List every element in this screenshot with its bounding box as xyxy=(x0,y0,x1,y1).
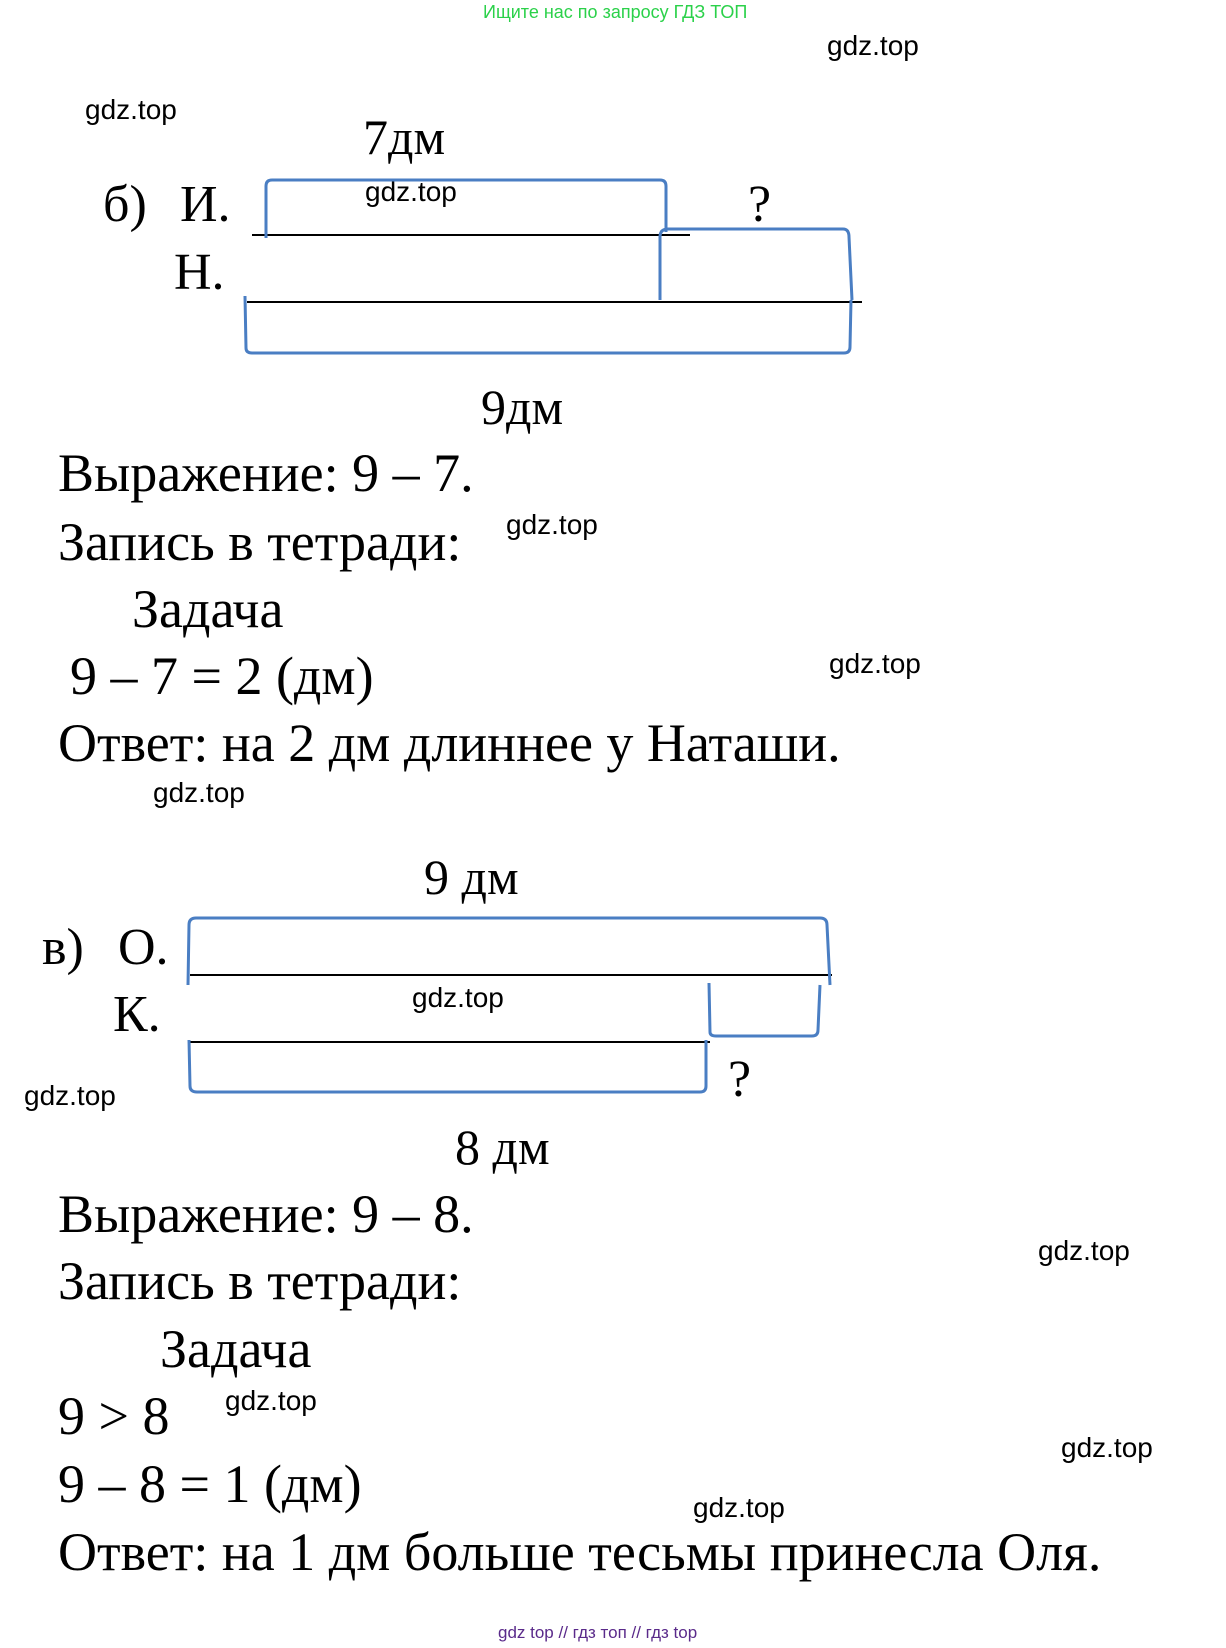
watermark: gdz.top xyxy=(1061,1432,1153,1463)
unknown-mark-v: ? xyxy=(728,1051,752,1108)
notebook-label-v: Запись в тетради: xyxy=(58,1251,462,1311)
unknown-mark-b: ? xyxy=(748,176,772,233)
length-label-9dm-v: 9 дм xyxy=(424,849,519,905)
watermark: gdz.top xyxy=(153,777,245,808)
watermark: gdz.top xyxy=(827,30,919,61)
bracket-7dm xyxy=(266,180,666,238)
watermark: gdz.top xyxy=(24,1080,116,1111)
watermark: gdz.top xyxy=(829,648,921,679)
watermark: gdz.top xyxy=(506,509,598,540)
watermark: gdz.top xyxy=(412,982,504,1013)
length-label-9dm: 9дм xyxy=(481,379,564,435)
row-label-I: И. xyxy=(180,176,231,233)
part-letter-v: в) xyxy=(42,919,84,976)
length-label-8dm: 8 дм xyxy=(455,1119,550,1175)
comparison-v: 9 > 8 xyxy=(58,1386,170,1446)
row-label-N: Н. xyxy=(174,244,225,301)
watermark: gdz.top xyxy=(85,94,177,125)
part-letter-b: б) xyxy=(103,176,147,233)
row-label-K: К. xyxy=(113,986,161,1043)
bracket-unknown-v xyxy=(709,983,820,1036)
row-label-O: О. xyxy=(118,919,169,976)
answer-b: Ответ: на 2 дм длиннее у Наташи. xyxy=(58,713,841,773)
watermark: gdz.top xyxy=(693,1492,785,1523)
bracket-8dm xyxy=(189,1040,706,1092)
watermark: gdz.top xyxy=(365,176,457,207)
length-label-7dm: 7дм xyxy=(363,109,446,165)
watermark: gdz.top xyxy=(1038,1235,1130,1266)
task-label-v: Задача xyxy=(160,1319,312,1379)
task-label-b: Задача xyxy=(132,579,284,639)
equation-v: 9 – 8 = 1 (дм) xyxy=(58,1454,362,1514)
watermark: gdz.top xyxy=(225,1385,317,1416)
answer-v: Ответ: на 1 дм больше тесьмы принесла Оля. xyxy=(58,1522,1102,1582)
expression-b: Выражение: 9 – 7. xyxy=(58,443,474,503)
footer-links[interactable]: gdz top // гдз топ // гдз top xyxy=(498,1623,698,1642)
equation-b: 9 – 7 = 2 (дм) xyxy=(70,646,374,706)
notebook-label-b: Запись в тетради: xyxy=(58,512,462,572)
expression-v: Выражение: 9 – 8. xyxy=(58,1184,474,1244)
bracket-9dm xyxy=(245,296,851,353)
search-hint-link[interactable]: Ищите нас по запросу ГДЗ ТОП xyxy=(483,2,748,22)
bracket-unknown-b xyxy=(660,229,852,300)
